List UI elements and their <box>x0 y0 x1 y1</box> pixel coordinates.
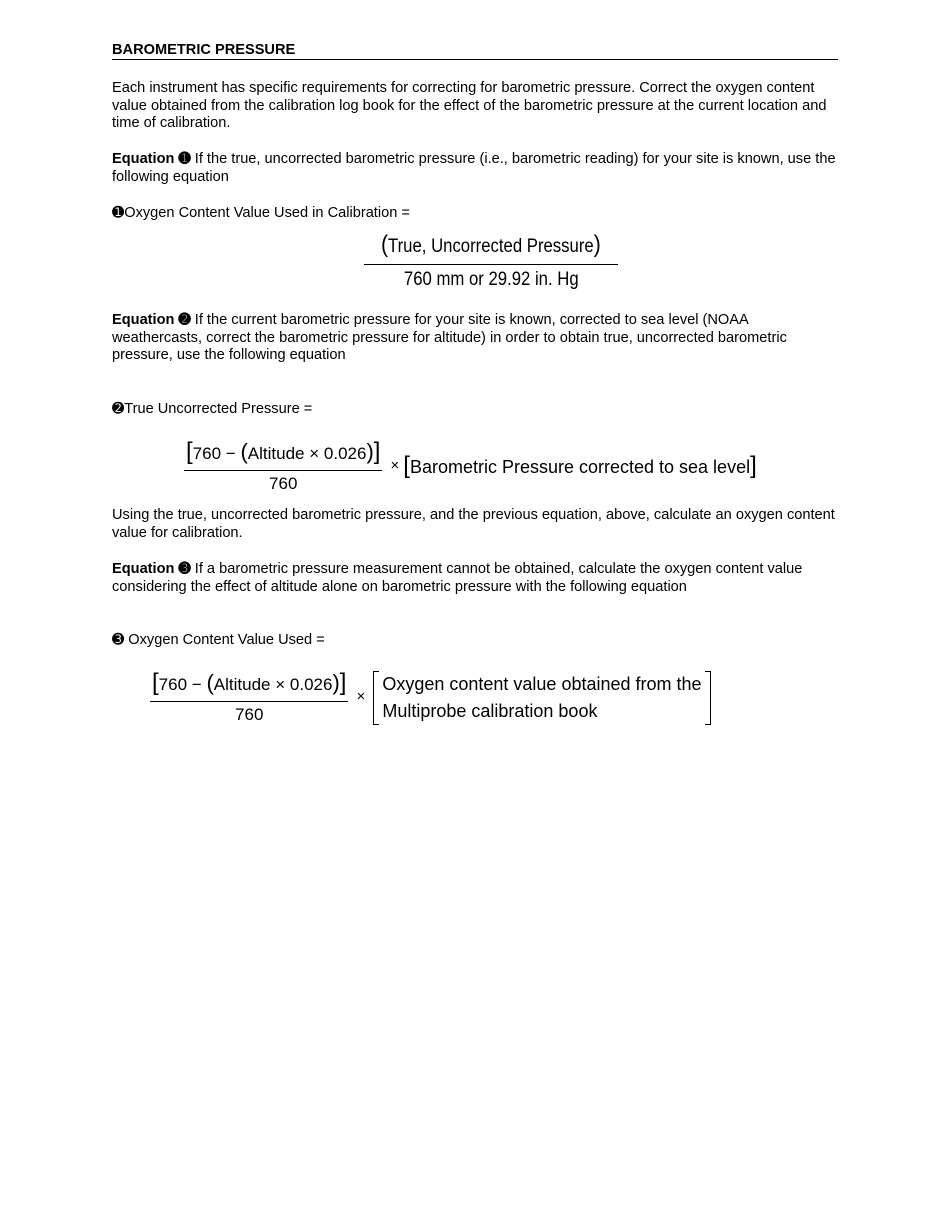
equation-2-text: If the current barometric pressure for your site is known, corrected to sea level (NOAA weathercasts, correct the barometric pressure for altitude) in order to obtain true, uncorrected barometric pressure, use the following equation <box>112 312 787 364</box>
equation-1-fraction <box>364 230 618 293</box>
equation-1-formula <box>364 230 618 293</box>
equation-3-title: Equation ➌ <box>112 561 191 577</box>
equation-1-description <box>112 151 838 186</box>
equation-3-rhs <box>373 671 710 725</box>
equation-3-label: ➌ Oxygen Content Value Used = <box>112 632 325 648</box>
equation-1-numerator: (True, Uncorrected Pressure) <box>380 231 601 258</box>
equation-2-denominator: 760 <box>184 470 382 495</box>
equation-2-times: × <box>390 457 400 475</box>
equation-3-numerator: [760 − (Altitude × 0.026)] <box>152 669 347 696</box>
equation-3-rhs-line-1: Oxygen content value obtained from the <box>382 673 702 694</box>
equation-1-denominator: 760 mm or 29.92 in. Hg <box>364 264 618 293</box>
equation-2-description <box>112 312 838 365</box>
equation-1-title: Equation ➊ <box>112 151 191 167</box>
equation-2-label: ➋True Uncorrected Pressure = <box>112 401 313 417</box>
equation-3-formula <box>150 669 711 726</box>
equation-3-description <box>112 561 838 596</box>
using-paragraph: Using the true, uncorrected barometric pressure, and the previous equation, above, calculate an oxygen content value for calibration. <box>112 507 835 541</box>
equation-3-denominator: 760 <box>150 701 348 726</box>
equation-2-title: Equation ➋ <box>112 312 191 328</box>
equation-3-text: If a barometric pressure measurement cannot be obtained, calculate the oxygen content value considering the effect of altitude alone on barometric pressure with the following equation <box>112 561 803 595</box>
equation-1-label: ➊Oxygen Content Value Used in Calibration = <box>112 205 410 221</box>
equation-3-fraction <box>150 669 348 726</box>
equation-2-rhs: [Barometric Pressure corrected to sea level] <box>403 451 757 479</box>
section-heading: BAROMETRIC PRESSURE <box>112 42 838 60</box>
equation-2-numerator: [760 − (Altitude × 0.026)] <box>186 438 381 465</box>
intro-paragraph: Each instrument has specific requirements for correcting for barometric pressure. Correct the oxygen content value obtained from the calibration log book for the effect of the barometric pressure at the current location and time of calibration. <box>112 80 827 132</box>
equation-2-formula <box>184 438 757 495</box>
equation-1-text: If the true, uncorrected barometric pressure (i.e., barometric reading) for your site is known, use the following equation <box>112 151 836 185</box>
equation-2-fraction <box>184 438 382 495</box>
equation-3-rhs-line-2: Multiprobe calibration book <box>382 700 598 721</box>
equation-3-times: × <box>356 688 366 706</box>
